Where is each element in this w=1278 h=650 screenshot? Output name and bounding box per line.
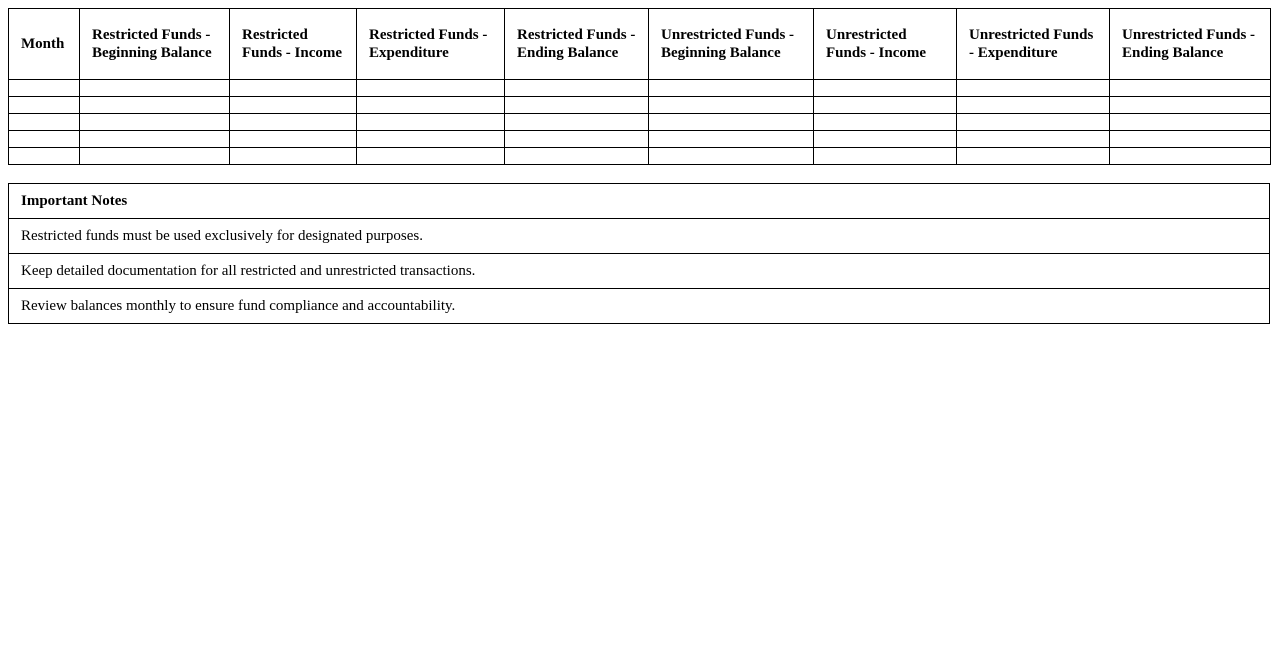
table-cell[interactable] [1110, 97, 1271, 114]
table-cell[interactable] [357, 148, 505, 165]
table-cell[interactable] [814, 131, 957, 148]
table-row [9, 148, 1271, 165]
table-cell[interactable] [505, 114, 649, 131]
table-cell[interactable] [505, 131, 649, 148]
table-cell[interactable] [9, 80, 80, 97]
table-cell[interactable] [957, 114, 1110, 131]
table-cell[interactable] [80, 148, 230, 165]
table-row [9, 114, 1271, 131]
header-restricted-income: Restricted Funds - Income [230, 9, 357, 80]
table-cell[interactable] [357, 97, 505, 114]
table-row [9, 97, 1271, 114]
table-cell[interactable] [357, 131, 505, 148]
note-item: Review balances monthly to ensure fund compliance and accountability. [9, 289, 1270, 324]
note-row [9, 289, 1270, 324]
table-row [9, 131, 1271, 148]
table-cell[interactable] [505, 148, 649, 165]
note-item: Keep detailed documentation for all restricted and unrestricted transactions. [9, 254, 1270, 289]
table-cell[interactable] [505, 97, 649, 114]
header-restricted-ending-balance: Restricted Funds - Ending Balance [505, 9, 649, 80]
table-cell[interactable] [357, 80, 505, 97]
table-cell[interactable] [230, 97, 357, 114]
table-cell[interactable] [957, 148, 1110, 165]
table-cell[interactable] [9, 131, 80, 148]
table-cell[interactable] [230, 80, 357, 97]
table-cell[interactable] [814, 114, 957, 131]
table-row [9, 80, 1271, 97]
table-cell[interactable] [1110, 114, 1271, 131]
notes-table [8, 183, 1270, 324]
table-cell[interactable] [80, 114, 230, 131]
table-cell[interactable] [230, 131, 357, 148]
header-unrestricted-beginning-balance: Unrestricted Funds - Beginning Balance [649, 9, 814, 80]
notes-title: Important Notes [9, 184, 1270, 219]
table-cell[interactable] [957, 80, 1110, 97]
table-cell[interactable] [649, 97, 814, 114]
table-cell[interactable] [80, 97, 230, 114]
table-cell[interactable] [649, 114, 814, 131]
notes-header-row [9, 184, 1270, 219]
table-cell[interactable] [814, 148, 957, 165]
table-cell[interactable] [80, 131, 230, 148]
table-cell[interactable] [649, 148, 814, 165]
table-cell[interactable] [649, 131, 814, 148]
funds-table [8, 8, 1271, 165]
header-row [9, 9, 1271, 80]
table-cell[interactable] [9, 97, 80, 114]
table-cell[interactable] [1110, 80, 1271, 97]
header-unrestricted-income: Unrestricted Funds - Income [814, 9, 957, 80]
table-cell[interactable] [357, 114, 505, 131]
table-cell[interactable] [957, 97, 1110, 114]
funds-table-body [9, 80, 1271, 165]
note-row [9, 219, 1270, 254]
table-cell[interactable] [814, 80, 957, 97]
header-month: Month [9, 9, 80, 80]
table-cell[interactable] [80, 80, 230, 97]
table-cell[interactable] [814, 97, 957, 114]
table-cell[interactable] [9, 114, 80, 131]
header-restricted-expenditure: Restricted Funds - Expenditure [357, 9, 505, 80]
table-cell[interactable] [957, 131, 1110, 148]
header-unrestricted-expenditure: Unrestricted Funds - Expenditure [957, 9, 1110, 80]
table-cell[interactable] [1110, 131, 1271, 148]
header-restricted-beginning-balance: Restricted Funds - Beginning Balance [80, 9, 230, 80]
note-row [9, 254, 1270, 289]
table-cell[interactable] [649, 80, 814, 97]
header-unrestricted-ending-balance: Unrestricted Funds - Ending Balance [1110, 9, 1271, 80]
table-cell[interactable] [1110, 148, 1271, 165]
table-cell[interactable] [9, 148, 80, 165]
table-cell[interactable] [230, 148, 357, 165]
table-cell[interactable] [505, 80, 649, 97]
table-cell[interactable] [230, 114, 357, 131]
note-item: Restricted funds must be used exclusively for designated purposes. [9, 219, 1270, 254]
